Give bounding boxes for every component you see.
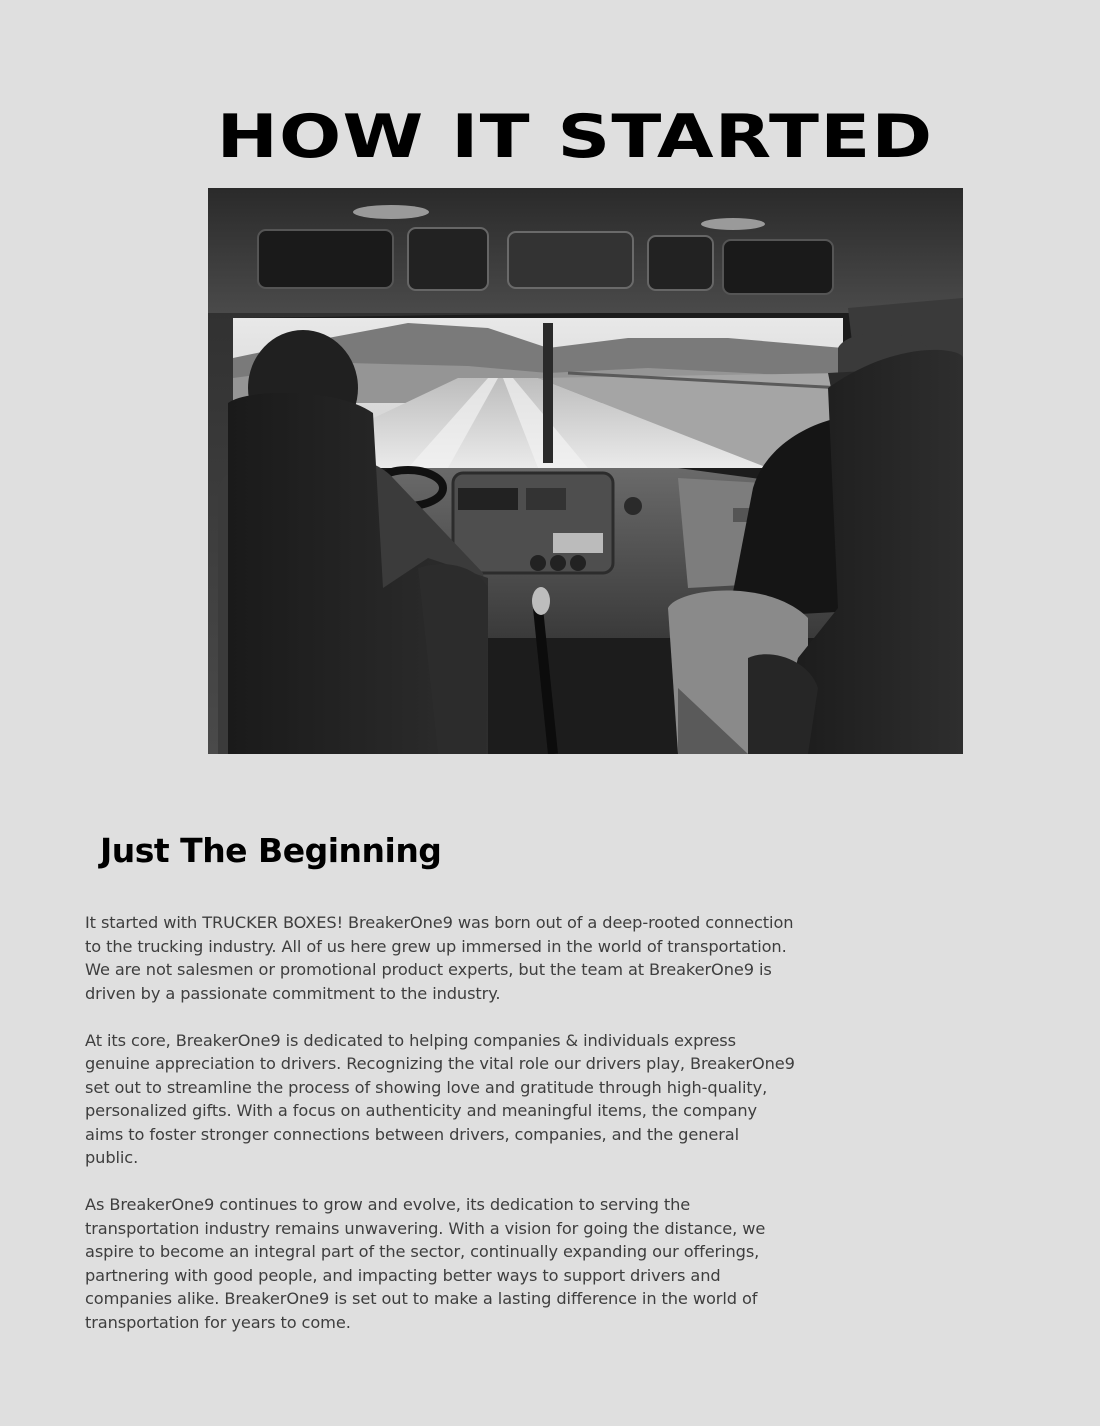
truck-cab-illustration — [208, 188, 963, 754]
page-title: HOW IT STARTED — [216, 102, 934, 172]
truck-cab-photo — [208, 188, 963, 754]
paragraph-3: As BreakerOne9 continues to grow and evolve, its dedication to serving the transportation industry remains unwavering. With a vision for going the distance, we aspire to become an integral part of the sector, continually expanding our offerings, partnering with good people, and impacting better ways to support drivers and companies alike. BreakerOne9 is set out to make a lasting difference in the world of transportation for years to come. — [85, 1195, 766, 1332]
section-heading: Just The Beginning — [100, 831, 442, 870]
paragraph-1: It started with TRUCKER BOXES! BreakerOne9 was born out of a deep-rooted connection to the trucking industry. All of us here grew up immersed in the world of transportation. We are not salesmen or promotional product experts, but the team at BreakerOne9 is driven by a passionate commitment to the industry. — [85, 913, 794, 1003]
body-text — [85, 911, 797, 1358]
paragraph-2: At its core, BreakerOne9 is dedicated to helping companies & individuals express genuine appreciation to drivers. Recognizing the vital role our drivers play, BreakerOne9 set out to streamline the process of showing love and gratitude through high-quality, personalized gifts. With a focus on authenticity and meaningful items, the company aims to foster stronger connections between drivers, companies, and the general public. — [85, 1030, 795, 1167]
